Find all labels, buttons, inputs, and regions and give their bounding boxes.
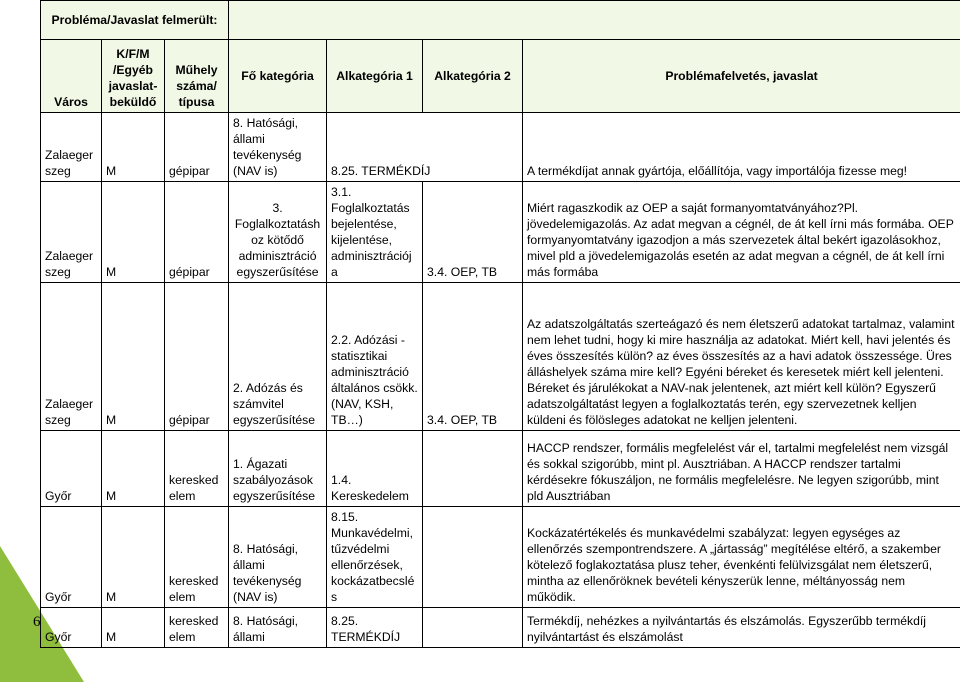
subcategory2-cell [423, 507, 523, 608]
city-cell: Zalaegerszeg [41, 113, 102, 182]
problem-raised-header: Probléma/Javaslat felmerült: [41, 1, 229, 40]
city-cell: Győr [41, 608, 102, 648]
table-row [41, 608, 960, 648]
proposal-cell: Miért ragaszkodik az OEP a saját formanyomtatványához?Pl. jövedelemigazolás. Az adat megvan a cégnél, de át kell írni más formába. OEP formyanyomtatvány igazodjon a más szervezetek által bekért igazolásokhoz, mivel pld a jövedelemigazolás esetén az adat megvan a cégnél, de át kell írni más formába [523, 182, 960, 283]
workshop-header: Műhely száma/ típusa [165, 40, 229, 113]
subcategory1-cell: 8.15. Munkavédelmi, tűzvédelmi ellenőrzések, kockázatbecslés [327, 507, 423, 608]
header-blank [229, 1, 960, 40]
kfm-cell: M [102, 608, 165, 648]
subcategory-cell: 8.25. TERMÉKDÍJ [327, 113, 523, 182]
proposal-cell: Az adatszolgáltatás szerteágazó és nem életszerű adatokat tartalmaz, valamint nem lehet tudni, hogy ki mire használja az adatokat. Miért kell, havi jelentés és éves összesítés külön? az éves összesítés az a havi adatok összessége. Üres álláshelyek száma mire kell? Egyéni béreket és keresetek miért kell jelenteni. Béreket és járulékokat a NAV-nak jelentenek, azt miért kell külön? Egyszerű adatszolgáltatást legyen a foglalkoztatás terén, egy szervezetnek kelljen küldeni és fölösleges adatokat ne kelljen jelenteni. [523, 283, 960, 431]
proposal-table [40, 0, 960, 648]
workshop-cell: kereskedelem [165, 431, 229, 507]
table-row [41, 431, 960, 507]
proposal-header: Problémafelvetés, javaslat [523, 40, 960, 113]
subcategory2-cell [423, 431, 523, 507]
kfm-cell: M [102, 507, 165, 608]
header-row-1 [41, 1, 960, 40]
table-row [41, 182, 960, 283]
proposal-cell: HACCP rendszer, formális megfelelést vár el, tartalmi megfelelést nem vizsgál és sokkal szigorúbb, mint pl. Ausztriában. A HACCP rendszer tartalmi kérdésekre fókuszáljon, ne formális megfelelésre. Ne legyen szigorúbb, mint pld Ausztriában [523, 431, 960, 507]
page-number: 6 [33, 614, 41, 630]
city-cell: Zalaegerszeg [41, 283, 102, 431]
main-category-cell: 3. Foglalkoztatáshoz kötődő adminisztráció egyszerűsítése [229, 182, 327, 283]
subcategory1-cell: 8.25. TERMÉKDÍJ [327, 608, 423, 648]
table-row [41, 283, 960, 431]
main-category-cell: 8. Hatósági, állami tevékenység (NAV is) [229, 113, 327, 182]
city-header: Város [41, 40, 102, 113]
kfm-cell: M [102, 283, 165, 431]
subcategory2-header: Alkategória 2 [423, 40, 523, 113]
kfm-cell: M [102, 113, 165, 182]
kfm-cell: M [102, 182, 165, 283]
main-category-cell: 1. Ágazati szabályozások egyszerűsítése [229, 431, 327, 507]
kfm-header: K/F/M /Egyéb javaslat-beküldő [102, 40, 165, 113]
proposal-cell: A termékdíjat annak gyártója, előállítója, vagy importálója fizesse meg! [523, 113, 960, 182]
workshop-cell: gépipar [165, 182, 229, 283]
table-row [41, 507, 960, 608]
main-category-cell: 2. Adózás és számvitel egyszerűsítése [229, 283, 327, 431]
workshop-cell: kereskedelem [165, 507, 229, 608]
subcategory1-cell: 2.2. Adózási - statisztikai adminisztráció általános csökk. (NAV, KSH, TB…) [327, 283, 423, 431]
table-row [41, 113, 960, 182]
subcategory2-cell: 3.4. OEP, TB [423, 182, 523, 283]
kfm-cell: M [102, 431, 165, 507]
header-row-2 [41, 40, 960, 113]
proposal-cell: Termékdíj, nehézkes a nyilvántartás és elszámolás. Egyszerűbb termékdíj nyilvántartást és elszámolást [523, 608, 960, 648]
subcategory1-header: Alkategória 1 [327, 40, 423, 113]
proposal-cell: Kockázatértékelés és munkavédelmi szabályzat: legyen egységes az ellenőrzés szempontrendszere. A „jártasság” megítélése eltérő, a szakember kötelező foglakoztatása plusz teher, évenkénti felülvizsgálat nem életszerű, mintha az ellenőröknek bevételi kényszerük lenne, méltányosság nem működik. [523, 507, 960, 608]
main-category-header: Fő kategória [229, 40, 327, 113]
workshop-cell: gépipar [165, 113, 229, 182]
subcategory1-cell: 3.1. Foglalkoztatás bejelentése, kijelentése, adminisztrációja [327, 182, 423, 283]
subcategory1-cell: 1.4. Kereskedelem [327, 431, 423, 507]
workshop-cell: gépipar [165, 283, 229, 431]
city-cell: Győr [41, 507, 102, 608]
workshop-cell: kereskedelem [165, 608, 229, 648]
city-cell: Győr [41, 431, 102, 507]
subcategory2-cell: 3.4. OEP, TB [423, 283, 523, 431]
subcategory2-cell [423, 608, 523, 648]
city-cell: Zalaegerszeg [41, 182, 102, 283]
main-category-cell: 8. Hatósági, állami tevékenység (NAV is) [229, 507, 327, 608]
main-category-cell: 8. Hatósági, állami [229, 608, 327, 648]
